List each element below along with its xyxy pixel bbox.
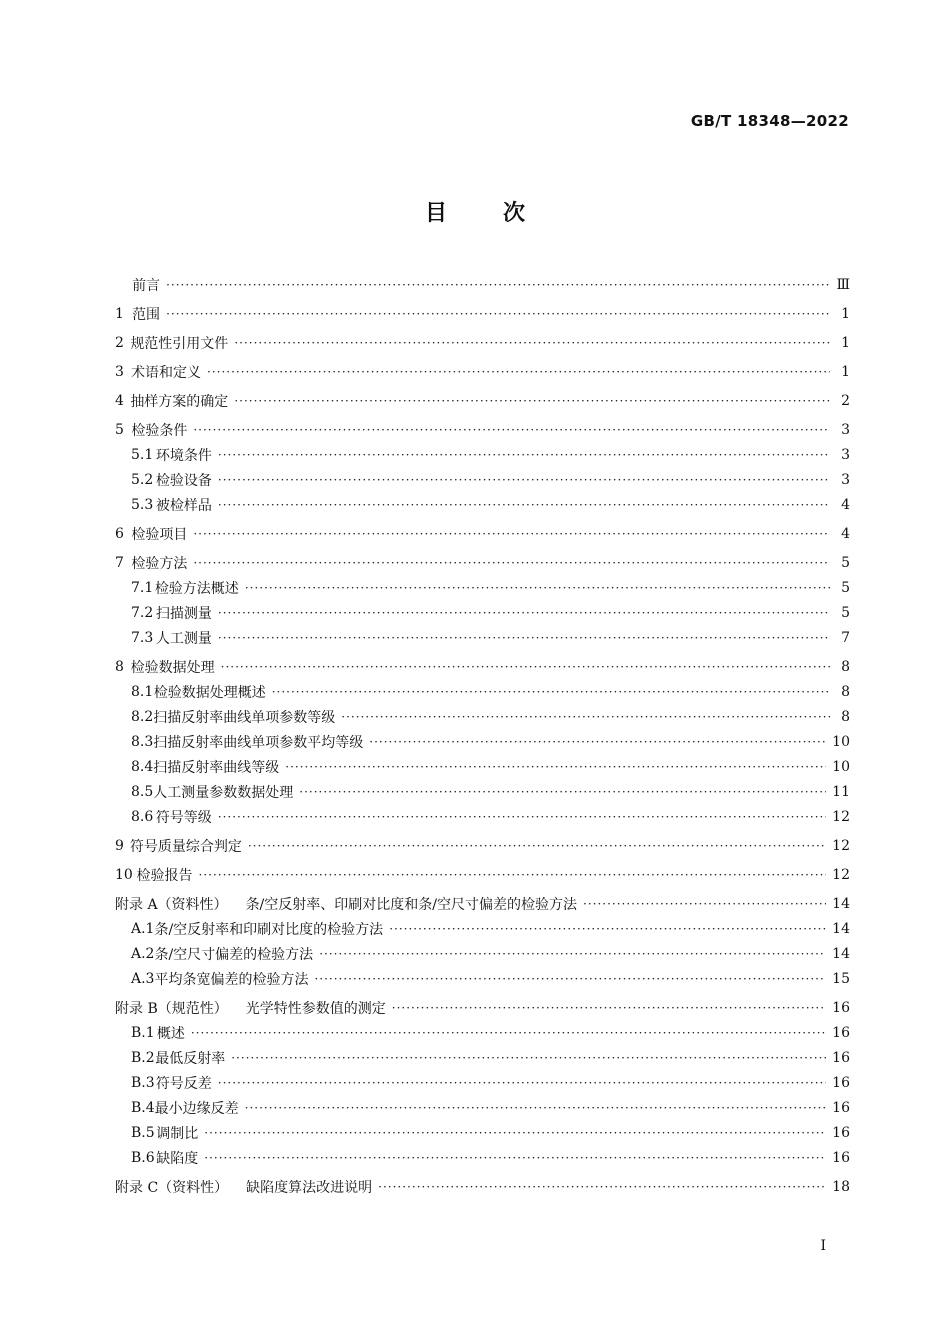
toc-entry-number: 8 [115, 658, 124, 675]
toc-entry[interactable] [115, 966, 850, 991]
toc-entry-page: 7 [841, 629, 850, 646]
toc-dot-leader [207, 365, 830, 379]
toc-entry-page: 12 [832, 808, 850, 825]
toc-entry-page: 1 [841, 305, 850, 322]
toc-dot-leader [231, 1051, 826, 1065]
toc-entry-title: 条/空反射率和印刷对比度的检验方法 [154, 921, 384, 938]
toc-dot-leader [314, 972, 826, 986]
toc-entry-title: 术语和定义 [131, 364, 202, 381]
toc-entry-title: 检验报告 [136, 867, 193, 884]
toc-entry[interactable] [115, 442, 850, 467]
toc-entry-number: A.2 [131, 945, 155, 962]
page-title: 目次 [424, 200, 581, 226]
toc-dot-leader [166, 278, 830, 292]
toc-entry[interactable] [115, 779, 850, 804]
toc-entry[interactable] [115, 1095, 850, 1120]
toc-dot-leader [218, 448, 830, 462]
toc-entry-title: 检验设备 [155, 472, 212, 489]
toc-entry-number: 5.2 [131, 471, 154, 488]
toc-entry-number: 5.3 [131, 496, 154, 513]
toc-entry-number: 10 [115, 866, 133, 883]
toc-entry-title: 扫描反射率曲线单项参数等级 [153, 709, 336, 726]
toc-entry-number: B.2 [131, 1049, 155, 1066]
toc-entry[interactable] [115, 467, 850, 492]
toc-entry-title: 缺陷度 [156, 1150, 199, 1167]
toc-entry[interactable] [115, 833, 850, 858]
toc-entry-number: 7.1 [131, 579, 154, 596]
toc-entry-title: 光学特性参数值的测定 [245, 1000, 386, 1017]
toc-entry-page: 1 [841, 363, 850, 380]
toc-entry-title: 检验项目 [131, 526, 188, 543]
toc-entry-number: 8.3 [131, 733, 154, 750]
toc-entry-page: 2 [841, 392, 850, 409]
toc-dot-leader [389, 922, 826, 936]
toc-entry-number: 5 [115, 421, 124, 438]
toc-entry-title: 规范性引用文件 [130, 335, 229, 352]
toc-dot-leader [248, 839, 826, 853]
toc-entry[interactable] [115, 272, 850, 297]
toc-entry-page: Ⅲ [836, 276, 850, 293]
toc-dot-leader [218, 1076, 826, 1090]
toc-entry-number: 4 [115, 392, 124, 409]
toc-entry-page: 8 [841, 708, 850, 725]
toc-dot-leader [319, 947, 826, 961]
toc-dot-leader [193, 423, 830, 437]
toc-entry-title: 符号反差 [155, 1075, 212, 1092]
toc-entry[interactable] [115, 575, 850, 600]
toc-entry-title: 平均条宽偏差的检验方法 [154, 971, 309, 988]
toc-entry[interactable] [115, 891, 850, 916]
toc-dot-leader [583, 897, 826, 911]
toc-entry-number: 附录 A（资料性） [115, 896, 228, 913]
toc-entry-number: B.1 [131, 1024, 155, 1041]
toc-entry-page: 16 [832, 1074, 850, 1091]
toc-entry-page: 12 [832, 866, 850, 883]
toc-entry-title: 抽样方案的确定 [130, 393, 229, 410]
toc-dot-leader [199, 868, 827, 882]
toc-entry-title: 扫描测量 [155, 605, 212, 622]
toc-dot-leader [299, 785, 826, 799]
toc-entry-page: 1 [841, 334, 850, 351]
toc-entry-number: 7 [115, 554, 124, 571]
toc-entry-number: 6 [115, 525, 124, 542]
toc-entry-title: 范围 [132, 306, 161, 323]
toc-dot-leader [272, 685, 830, 699]
toc-entry-page: 3 [841, 471, 850, 488]
toc-entry[interactable] [115, 704, 850, 729]
toc-entry-title: 扫描反射率曲线单项参数平均等级 [153, 734, 364, 751]
toc-entry[interactable] [115, 359, 850, 384]
toc-entry-page: 14 [832, 895, 850, 912]
toc-dot-leader [218, 631, 830, 645]
toc-dot-leader [218, 498, 830, 512]
toc-entry-page: 8 [841, 683, 850, 700]
toc-entry-page: 18 [832, 1178, 850, 1195]
toc-entry[interactable] [115, 388, 850, 413]
toc-entry-page: 16 [832, 1149, 850, 1166]
toc-entry-number: 8.5 [131, 783, 154, 800]
toc-entry-title: 符号质量综合判定 [129, 838, 242, 855]
toc-entry-title: 概述 [156, 1025, 185, 1042]
toc-entry-title: 前言 [132, 277, 161, 294]
toc-dot-leader [218, 473, 830, 487]
toc-entry-number: 附录 B（规范性） [115, 1000, 228, 1017]
toc-entry-page: 10 [832, 758, 850, 775]
toc-entry-page: 15 [832, 970, 850, 987]
toc-entry-number: B.5 [131, 1124, 155, 1141]
toc-entry[interactable] [115, 417, 850, 442]
toc-entry-page: 16 [832, 1049, 850, 1066]
toc-entry-number: B.3 [131, 1074, 155, 1091]
toc-entry-page: 5 [841, 554, 850, 571]
toc-entry[interactable] [115, 1045, 850, 1070]
toc-dot-leader [218, 810, 826, 824]
toc-entry-page: 3 [841, 421, 850, 438]
toc-entry[interactable] [115, 1174, 850, 1199]
toc-entry[interactable] [115, 625, 850, 650]
toc-entry-title: 检验方法概述 [154, 580, 239, 597]
toc-entry[interactable] [115, 941, 850, 966]
toc-entry-title: 条/空尺寸偏差的检验方法 [154, 946, 314, 963]
toc-entry-page: 16 [832, 1099, 850, 1116]
toc-entry-page: 12 [832, 837, 850, 854]
toc-entry[interactable] [115, 862, 850, 887]
toc-dot-leader [234, 394, 830, 408]
toc-entry-page: 4 [841, 496, 850, 513]
toc-dot-leader [234, 336, 830, 350]
toc-entry[interactable] [115, 729, 850, 754]
toc-entry-page: 8 [841, 658, 850, 675]
toc-entry-title: 人工测量参数数据处理 [153, 784, 294, 801]
toc-entry[interactable] [115, 1145, 850, 1170]
toc-entry-page: 16 [832, 1124, 850, 1141]
toc-entry-number: 7.3 [131, 629, 154, 646]
toc-entry-number: A.1 [131, 920, 155, 937]
toc-entry-number: A.3 [131, 970, 155, 987]
toc-entry-title: 检验数据处理 [130, 659, 215, 676]
toc-entry-page: 16 [832, 1024, 850, 1041]
toc-entry[interactable] [115, 1070, 850, 1095]
toc-entry[interactable] [115, 600, 850, 625]
toc-entry-page: 5 [841, 579, 850, 596]
toc-entry[interactable] [115, 804, 850, 829]
toc-entry-title: 缺陷度算法改进说明 [246, 1179, 373, 1196]
toc-entry-title: 扫描反射率曲线等级 [153, 759, 280, 776]
toc-entry-page: 14 [832, 945, 850, 962]
toc-entry-number: 8.2 [131, 708, 154, 725]
toc-dot-leader [218, 606, 830, 620]
toc-entry-page: 10 [832, 733, 850, 750]
toc-dot-leader [369, 735, 826, 749]
toc-dot-leader [204, 1151, 826, 1165]
toc-entry-title: 最小边缘反差 [154, 1100, 239, 1117]
toc-dot-leader [193, 527, 830, 541]
toc-entry-number: 8.1 [131, 683, 154, 700]
toc-entry-title: 调制比 [156, 1125, 199, 1142]
toc-entry[interactable] [115, 995, 850, 1020]
toc-entry-number: 2 [115, 334, 124, 351]
toc-entry-page: 3 [841, 446, 850, 463]
toc-entry-title: 检验数据处理概述 [153, 684, 266, 701]
toc-entry-number: 8.6 [131, 808, 154, 825]
toc-entry[interactable] [115, 754, 850, 779]
toc-entry[interactable] [115, 521, 850, 546]
toc-entry-number: 3 [115, 363, 124, 380]
toc-entry-page: 14 [832, 920, 850, 937]
toc-entry-number: 1 [115, 305, 124, 322]
toc-dot-leader [245, 581, 830, 595]
toc-entry-number: 7.2 [131, 604, 154, 621]
toc-entry-page: 4 [841, 525, 850, 542]
toc-entry[interactable] [115, 492, 850, 517]
toc-entry-number: B.4 [131, 1099, 155, 1116]
toc-entry[interactable] [115, 330, 850, 355]
toc-entry-page: 16 [832, 999, 850, 1016]
toc-entry-title: 条/空反射率、印刷对比度和条/空尺寸偏差的检验方法 [245, 896, 577, 913]
toc-entry-title: 环境条件 [155, 447, 212, 464]
toc-entry-title: 符号等级 [155, 809, 212, 826]
toc-entry[interactable] [115, 916, 850, 941]
toc-entry-title: 检验条件 [131, 422, 188, 439]
toc-dot-leader [221, 660, 830, 674]
footer-page-number: Ⅰ [820, 1238, 826, 1254]
toc-entry[interactable] [115, 679, 850, 704]
toc-entry[interactable] [115, 550, 850, 575]
table-of-contents [115, 272, 850, 1199]
toc-entry-number: 5.1 [131, 446, 154, 463]
toc-entry[interactable] [115, 301, 850, 326]
toc-dot-leader [378, 1180, 826, 1194]
toc-entry-number: 附录 C（资料性） [115, 1179, 229, 1196]
toc-entry-title: 检验方法 [131, 555, 188, 572]
toc-entry-title: 最低反射率 [155, 1050, 226, 1067]
toc-dot-leader [285, 760, 826, 774]
toc-dot-leader [166, 307, 830, 321]
toc-dot-leader [193, 556, 830, 570]
toc-dot-leader [392, 1001, 826, 1015]
toc-entry-title: 人工测量 [155, 630, 212, 647]
toc-entry[interactable] [115, 654, 850, 679]
toc-dot-leader [341, 710, 830, 724]
toc-entry-number: B.6 [131, 1149, 155, 1166]
toc-entry[interactable] [115, 1020, 850, 1045]
toc-entry-page: 11 [832, 783, 850, 800]
toc-entry-page: 5 [841, 604, 850, 621]
standard-code: GB/T 18348—2022 [690, 112, 849, 130]
toc-dot-leader [245, 1101, 827, 1115]
toc-dot-leader [204, 1126, 826, 1140]
toc-entry-number: 9 [115, 837, 124, 854]
toc-entry-number: 8.4 [131, 758, 154, 775]
toc-entry-title: 被检样品 [155, 497, 212, 514]
toc-entry[interactable] [115, 1120, 850, 1145]
toc-dot-leader [191, 1026, 826, 1040]
